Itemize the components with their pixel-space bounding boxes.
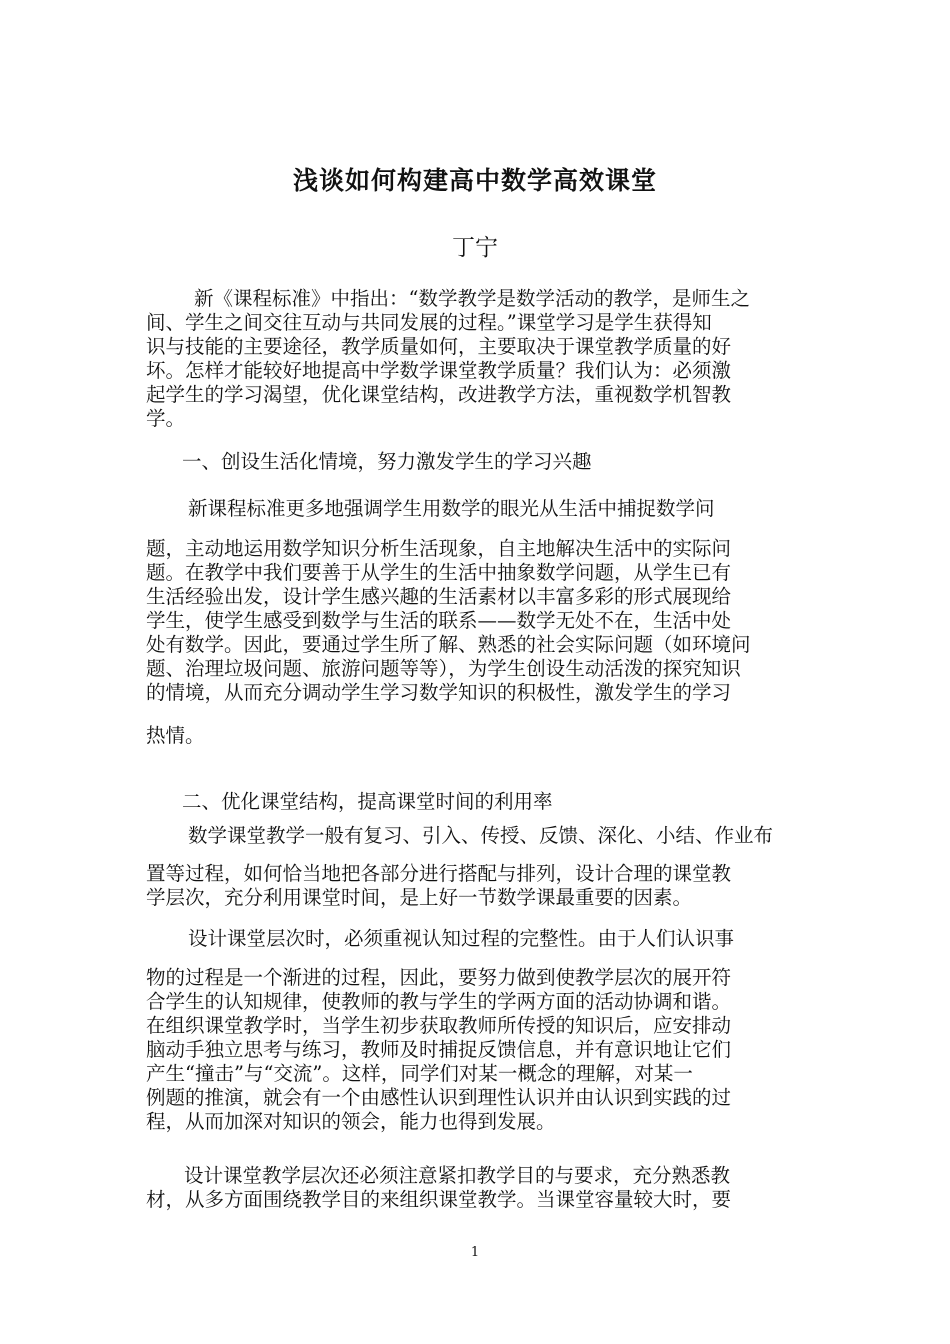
text-line: 坏。怎样才能较好地提高中学数学课堂教学质量？我们认为：必须激 (146, 359, 732, 382)
text-line: 设计课堂教学层次还必须注意紧扣教学目的与要求，充分熟悉教 (184, 1164, 731, 1187)
section2-paragraph-3 (146, 1164, 808, 1212)
text-line: 产生“撞击”与“交流”。这样，同学们对某一概念的理解，对某一 (146, 1062, 693, 1085)
text-line: 数学课堂教学一般有复习、引入、传授、反馈、深化、小结、作业布 (188, 824, 774, 847)
text-line: 题，主动地运用数学知识分析生活现象，自主地解决生活中的实际问 (146, 537, 732, 560)
page-number: 1 (470, 1245, 480, 1260)
section1-last-line (146, 724, 808, 748)
section2-paragraph-2 (146, 966, 808, 1134)
text-line: 处有数学。因此，要通过学生所了解、熟悉的社会实际问题（如环境问 (146, 633, 751, 656)
section-heading-2: 二、优化课堂结构，提高课堂时间的利用率 (182, 790, 553, 813)
section2-p2-first-line (146, 927, 808, 951)
text-line: 生活经验出发，设计学生感兴趣的生活素材以丰富多彩的形式展现给 (146, 585, 732, 608)
section1-first-line (146, 497, 808, 521)
text-line: 脑动手独立思考与练习，教师及时捕捉反馈信息，并有意识地让它们 (146, 1038, 732, 1061)
text-line: 材，从多方面围绕教学目的来组织课堂教学。当课堂容量较大时，要 (146, 1188, 732, 1211)
text-line: 热情。 (146, 724, 205, 747)
text-line: 题。在教学中我们要善于从学生的生活中抽象数学问题，从学生已有 (146, 561, 732, 584)
text-line: 题、治理垃圾问题、旅游问题等等），为学生创设生动活泼的探究知识 (146, 657, 741, 680)
text-line: 学。 (146, 407, 186, 430)
text-line: 置等过程，如何恰当地把各部分进行搭配与排列，设计合理的课堂教 (146, 862, 732, 885)
page-title: 浅谈如何构建高中数学高效课堂 (292, 166, 657, 195)
text-line: 学生，使学生感受到数学与生活的联系——数学无处不在，生活中处 (146, 609, 732, 632)
text-line: 设计课堂层次时，必须重视认知过程的完整性。由于人们认识事 (188, 927, 735, 950)
text-line: 程，从而加深对知识的领会，能力也得到发展。 (146, 1110, 556, 1133)
text-line: 新《课程标准》中指出：“数学教学是数学活动的教学，是师生之 (194, 287, 750, 310)
text-line: 在组织课堂教学时，当学生初步获取教师所传授的知识后，应安排动 (146, 1014, 732, 1037)
section1-paragraph (146, 537, 808, 705)
author-name: 丁宁 (452, 235, 498, 261)
text-line: 例题的推演，就会有一个由感性认识到理性认识并由认识到实践的过 (146, 1086, 732, 1109)
intro-paragraph (146, 287, 808, 431)
section2-p1-first-line (146, 824, 808, 848)
text-line: 新课程标准更多地强调学生用数学的眼光从生活中捕捉数学问 (188, 497, 715, 520)
text-line: 学层次，充分利用课堂时间，是上好一节数学课最重要的因素。 (146, 886, 693, 909)
text-line: 起学生的学习渴望，优化课堂结构，改进教学方法，重视数学机智教 (146, 383, 732, 406)
text-line: 间、学生之间交往互动与共同发展的过程。”课堂学习是学生获得知 (146, 311, 712, 334)
text-line: 的情境，从而充分调动学生学习数学知识的积极性，激发学生的学习 (146, 681, 732, 704)
section2-paragraph-1 (146, 862, 808, 910)
text-line: 识与技能的主要途径，教学质量如何，主要取决于课堂教学质量的好 (146, 335, 732, 358)
text-line: 物的过程是一个渐进的过程，因此，要努力做到使教学层次的展开符 (146, 966, 732, 989)
section-heading-1: 一、创设生活化情境，努力激发学生的学习兴趣 (182, 450, 592, 473)
text-line: 合学生的认知规律，使教师的教与学生的学两方面的活动协调和谐。 (146, 990, 732, 1013)
